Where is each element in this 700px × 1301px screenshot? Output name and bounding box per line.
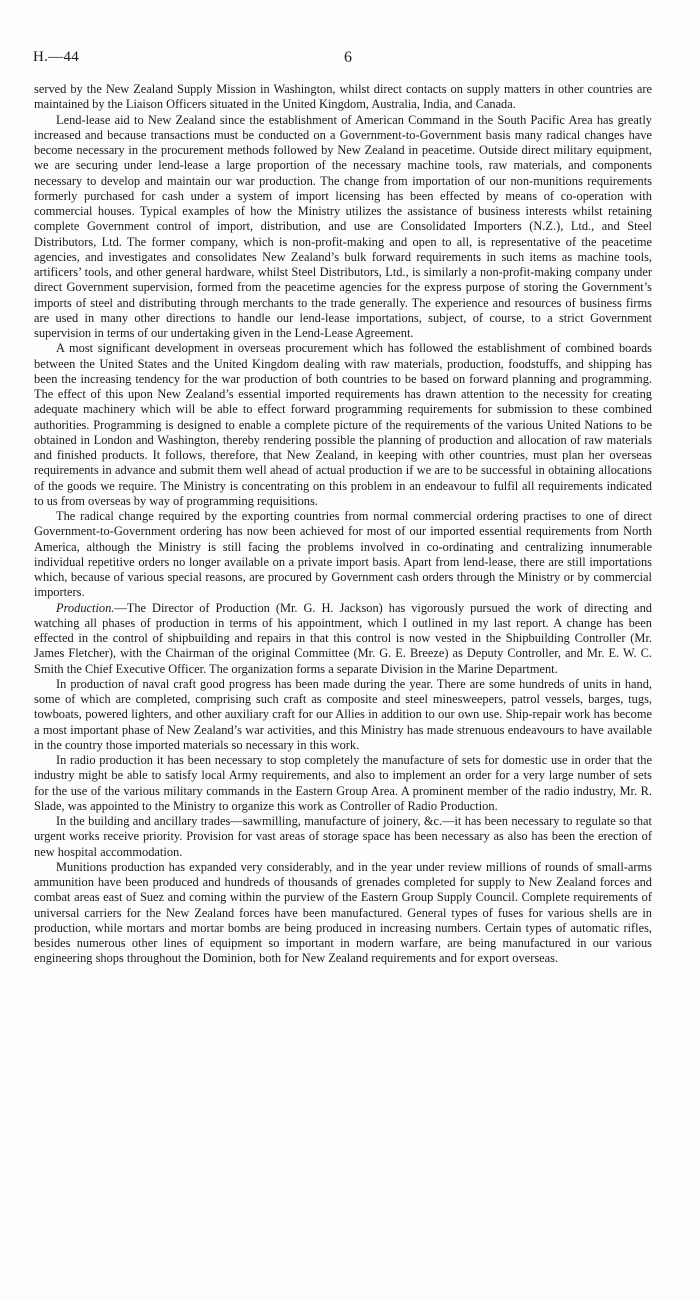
paragraph-programming: A most significant development in overseas procurement which has followed the establishment of combined boards between the United States and the United Kingdom dealing with raw materials, production, foodstuffs, and shipping has been the increasing tendency for the war production of both countries to be based on forward planning and programming. The effect of this upon New Zealand’s essential imported requirements has drawn attention to the necessity for creating adequate machinery which will be able to effect forward programming requirements for submission to these combined authorities. Programming is designed to enable a complete picture of the requirements of the various United Nations to be obtained in London and Washington, thereby rendering possible the planning of production and allocation of raw materials and finished products. It follows, therefore, that New Zealand, in keeping with other countries, must plan her overseas requirements in advance and submit them well ahead of actual production if we are to be successful in obtaining allocations of the goods we require. The Ministry is concentrating on this problem in an endeavour to fulfil all requirements indicated to us from overseas by way of programming requisitions.: [34, 341, 652, 508]
page-number: 6: [344, 49, 352, 66]
paragraph-building-trades: In the building and ancillary trades—sawmilling, manufacture of joinery, &c.—it has been necessary to regulate so that urgent works receive priority. Provision for vast areas of storage space has been necessary as also has been the erection of new hospital accommodation.: [34, 814, 652, 859]
paragraph-continuation: served by the New Zealand Supply Mission in Washington, whilst direct contacts on supply matters in other countries are maintained by the Liaison Officers situated in the United Kingdom, Australia, India, and Canada.: [34, 82, 652, 112]
paragraph-lend-lease: Lend-lease aid to New Zealand since the establishment of American Command in the South Pacific Area has greatly increased and because transactions must be conducted on a Government-to-Government basis many radical changes have become necessary in the procurement methods followed by New Zealand in peacetime. Outside direct military equipment, we are securing under lend-lease a large proportion of the necessary machine tools, raw materials, and components necessary to develop and maintain our war production. The change from importation of our non-munitions requirements formerly purchased for cash under a system of import licensing has been effected by means of co-operation with commercial houses. Typical examples of how the Ministry utilizes the assistance of business interests whilst retaining complete Government control of import, distribution, and use are Consolidated Importers (N.Z.), Ltd., and Steel Distributors, Ltd. The former company, which is non-profit-making and open to all, is representative of the peacetime agencies, and investigates and consolidates New Zealand’s bulk forward requirements in such items as machine tools, artificers’ tools, and other general hardware, whilst Steel Distributors, Ltd., is similarly a non-profit-making company under direct Government supervision, formed from the peacetime agencies for the express purpose of storing the Government’s imports of steel and distributing through merchants to the trade generally. The experience and resources of business firms are used in many other directions to handle our lend-lease importations, subject, of course, to a strict Government supervision in terms of our undertaking given in the Lend-Lease Agreement.: [34, 112, 652, 340]
section-runin-heading: Production.: [56, 600, 115, 615]
paragraph-munitions: Munitions production has expanded very considerably, and in the year under review millions of rounds of small-arms ammunition have been produced and hundreds of thousands of grenades completed for supply to New Zealand forces and combat areas east of Suez and coming within the purview of the Eastern Group Supply Council. Complete requirements of universal carriers for the New Zealand forces have been manufactured. General types of fuses for various shells are in production, while mortars and mortar bombs are being produced in increasing numbers. Certain types of automatic rifles, besides numerous other lines of equipment so important in modern warfare, are being manufactured in our various engineering shops throughout the Dominion, both for New Zealand requirements and for export overseas.: [34, 859, 652, 966]
paragraph-radio-production: In radio production it has been necessary to stop completely the manufacture of sets for domestic use in order that the industry might be able to satisfy local Army requirements, and also to implement an order for a very large number of sets for the use of the various military commands in the Eastern Group Area. A prominent member of the radio industry, Mr. R. Slade, was appointed to the Ministry to organize this work as Controller of Radio Production.: [34, 753, 652, 813]
paragraph-ordering-practices: The radical change required by the exporting countries from normal commercial ordering practises to one of direct Government-to-Government ordering has now been achieved for most of our imported essential requirements from North America, although the Ministry is still facing the problems involved in co-ordinating and centralizing innumerable individual repetitive orders no longer available on a private import basis. Apart from lend-lease, there are still importations which, because of various special reasons, are procured by Government cash orders through the Ministry or by commercial importers.: [34, 509, 652, 600]
paragraph-naval-craft: In production of naval craft good progress has been made during the year. There are some hundreds of units in hand, some of which are completed, comprising such craft as composite and steel minesweepers, patrol vessels, barges, tugs, towboats, powered lighters, and other auxiliary craft for our Allies in addition to our own use. Ship-repair work has become a most important phase of New Zealand’s war activities, and this Ministry has made strenuous endeavours to have available in the country those imported materials so necessary in this work.: [34, 676, 652, 752]
body-text: [34, 82, 652, 967]
document-reference: H.—44: [33, 49, 80, 65]
paragraph-production: Production.—The Director of Production (Mr. G. H. Jackson) has vigorously pursued the work of directing and watching all phases of production in terms of his appointment, which I outlined in my last report. A change has been effected in the control of shipbuilding and repairs in that this control is now vested in the Shipbuilding Controller (Mr. James Fletcher), with the Chairman of the original Committee (Mr. G. E. Breeze) as Deputy Controller, and Mr. E. W. C. Smith the Chief Executive Officer. The organization forms a separate Division in the Marine Department.: [34, 600, 652, 676]
page-header: [33, 49, 663, 69]
